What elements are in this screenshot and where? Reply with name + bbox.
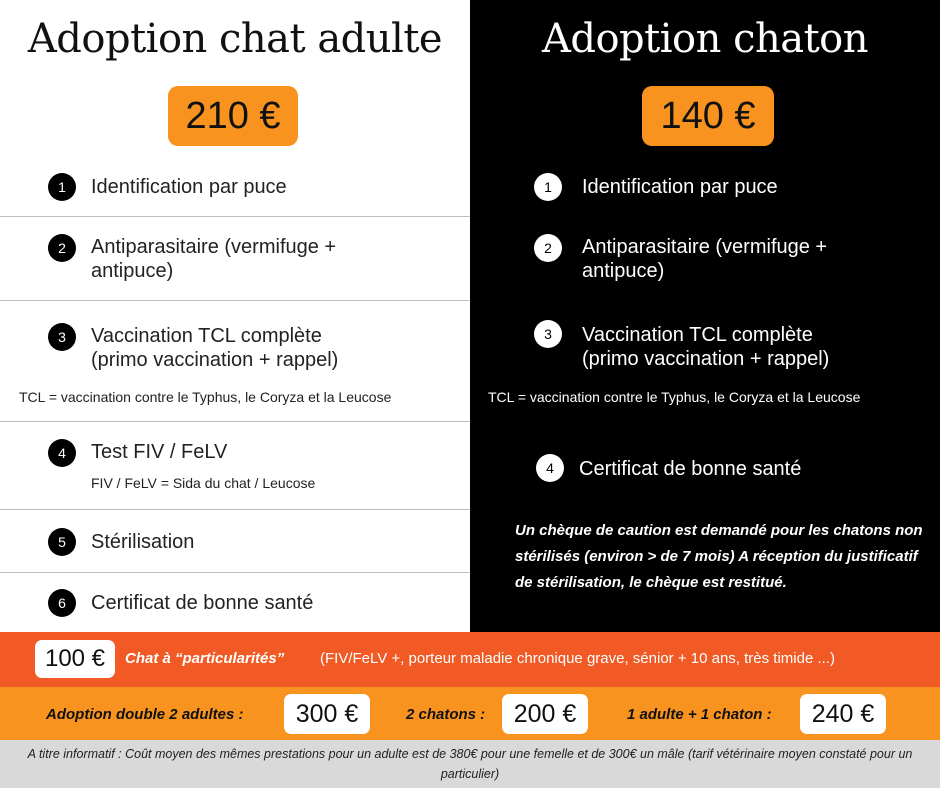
adult-item-3-number: 3	[48, 323, 76, 351]
adult-item-1-number: 1	[48, 173, 76, 201]
adult-column	[0, 0, 470, 632]
divider	[0, 300, 470, 301]
kitten-item-2-number: 2	[534, 234, 562, 262]
divider	[0, 572, 470, 573]
adult-item-6-number: 6	[48, 589, 76, 617]
adult-item-5-number: 5	[48, 528, 76, 556]
kitten-column	[470, 0, 940, 632]
divider	[0, 509, 470, 510]
kitten-item-4-number: 4	[536, 454, 564, 482]
divider	[0, 421, 470, 422]
bundle-3-label: 1 adulte + 1 chaton :	[627, 706, 772, 723]
kitten-item-1-number: 1	[534, 173, 562, 201]
adult-item-3-label-line2: (primo vaccination + rappel)	[91, 349, 339, 371]
kitten-item-2-label: Antiparasitaire (vermifuge +	[582, 236, 828, 258]
special-price-pill: 100 €	[35, 640, 115, 678]
adult-item-5-label: Stérilisation	[91, 531, 195, 553]
bundle-1-label: Adoption double 2 adultes :	[46, 706, 244, 723]
adult-price-badge: 210 €	[168, 86, 298, 146]
divider	[0, 216, 470, 217]
kitten-item-3-note: TCL = vaccination contre le Typhus, le Coryza et la Leucose	[488, 389, 861, 405]
adult-item-6-label: Certificat de bonne santé	[91, 592, 314, 614]
bundle-band	[0, 687, 940, 740]
bundle-2-label: 2 chatons :	[406, 706, 486, 723]
footer-note: A titre informatif : Coût moyen des mêmes prestations pour un adulte est de 380€ pour une femelle et de 300€ un mâle (tarif vétérinaire moyen constaté pour un particulier)	[27, 747, 913, 781]
kitten-item-2-label-line2: antipuce)	[582, 260, 665, 282]
adult-item-1-label: Identification par puce	[91, 176, 287, 198]
adult-item-2-number: 2	[48, 234, 76, 262]
kitten-item-4-label: Certificat de bonne santé	[579, 458, 802, 480]
adult-item-2-label-line2: antipuce)	[91, 260, 174, 282]
bundle-2-price: 200 €	[502, 694, 588, 734]
kitten-item-3-label-line2: (primo vaccination + rappel)	[582, 348, 830, 370]
bundle-3-price: 240 €	[800, 694, 886, 734]
kitten-title: Adoption chaton	[541, 16, 869, 62]
special-cat-band	[0, 632, 940, 687]
special-label: Chat à “particularités”	[125, 650, 285, 667]
adult-title: Adoption chat adulte	[27, 16, 443, 62]
adult-item-4-note: FIV / FeLV = Sida du chat / Leucose	[91, 475, 316, 491]
bundle-1-price: 300 €	[284, 694, 370, 734]
kitten-caution-note: Un chèque de caution est demandé pour les chatons non stérilisés (environ > de 7 mois) A réception du justificatif de stérilisation, le chèque est restitué.	[515, 522, 923, 591]
adult-item-3-note: TCL = vaccination contre le Typhus, le Coryza et la Leucose	[19, 389, 392, 405]
kitten-price-badge: 140 €	[642, 86, 774, 146]
adult-item-4-number: 4	[48, 439, 76, 467]
kitten-item-3-number: 3	[534, 320, 562, 348]
special-details: (FIV/FeLV +, porteur maladie chronique grave, sénior + 10 ans, très timide ...)	[320, 650, 835, 667]
adult-item-2-label: Antiparasitaire (vermifuge +	[91, 236, 337, 258]
kitten-item-3-label: Vaccination TCL complète	[582, 324, 813, 346]
adult-item-4-label: Test FIV / FeLV	[91, 441, 228, 463]
kitten-item-1-label: Identification par puce	[582, 176, 778, 198]
adult-item-3-label: Vaccination TCL complète	[91, 325, 322, 347]
